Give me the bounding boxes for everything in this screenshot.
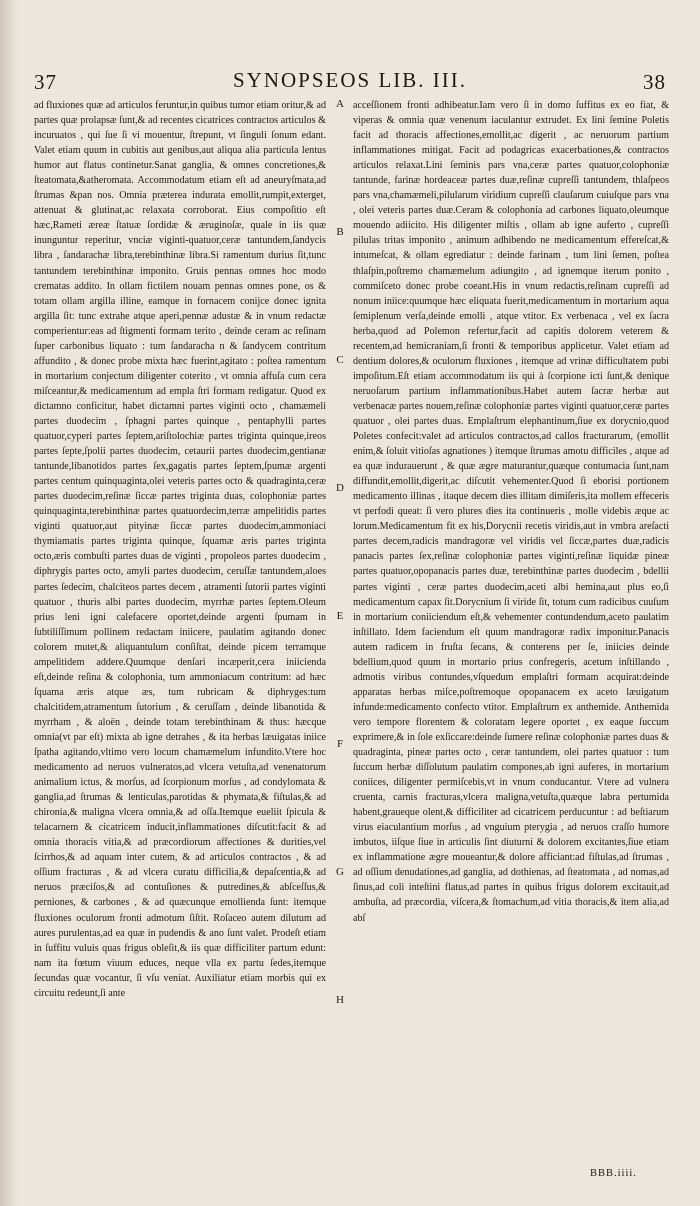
page-header	[0, 66, 700, 96]
right-page-number: 38	[643, 70, 666, 94]
margin-letters	[330, 98, 350, 1178]
margin-letter-f: F	[336, 738, 344, 750]
margin-letter-c: C	[336, 354, 344, 366]
margin-letter-e: E	[336, 610, 344, 622]
left-column-text: ad fluxiones quæ ad articulos feruntur,in quibus tumor etiam oritur,& ad partes quæ prolapsæ ſunt,& ad recentes cicatrices contractos articulos & incuruatos , qui ſue ſi vi mouentur, ſtrepunt, vt ſinguli ſonum edant. Valet etiam quum in cubitis aut genibus,aut aliqua alia particula lentus humor aut flatus continetur.Sanat ganglia, & omnes concretiones,& ſteatomata,&atheromata. Accommodatum etiam eſt ad aneuryſmata,ad ſtrumas &pan nos. Omnia præterea indurata emollit,rumpit,exterget, attenuat & glutinat,ac relaxata corroborat. Eius compoſitio eſt hæc,Rameti æreæ ſtatuæ ſordidæ & æruginoſæ, quale in iis quæ inunguntur reperitur, vnciæ viginti-quatuor,ceræ tantundem,ſandycis libra , ſandarachæ libra,terebinthinæ libra.Si ramentum durius ſit,tunc tantundem terebinthinæ imponito. Gruis pennas omnes hoc modo crematas addito. In ollam fictilem nouam pennas omnes pone, os & totam ollam argilla illine, eamque in fornacem conijce donec ignita argilla ſit: tunc extrahe atque aperi,pennæ adustæ & in vnum redactæ comperientur:eas ad ſtigmenti formam terito , deinde ceram ac reſinam ſuper carbonibus liquato : tum ſandaracha n & ſandycem contritum affundito , & donec probe mixta hæc fuerint,agitato : poſtea ramentum in mortarium conjectum diligenter coterito , vt omnia affuſa cum cera miſceantur,& medicamentum ad empla ſtri formam redigatur. Quod ex dictamno conficitur, habet dictamni partes viginti octo , chamæmeli partes duodecim , ſphagni partes quinque , pentaphylli partes quatuor,cyperi partes ſeptem,ariſtolochiæ partes triginta quinque,ireos partes ſepte,ſpolii partes duodecim, cetaurii partes duodecim,gentianæ tantunde,libanotidos partes ſex,gagatis partes ſeptem,ſpumæ argenti partes centum quinquaginta,olei veteris partes octo & quadraginta,ceræ partes duodecim,reſinæ ſiccæ partes triginta duas, colophoniæ partes quinquaginta,terebinthinæ partes quatuordecim,terræ ampelitidis partes viginti quatuor,aut pityinæ ſiccæ partes duodecim,ammoniaci thymiamatis partes triginta quinque, ſquamæ æris partes triginta octo,æris combuſti partes duas de viginti , propoleos partes duodecim , diphrygis partes octo, amyli partes duodecim, ceruſſæ tantundem,aloes partes ſedecim, chalciteos partes decem , atramenti ſutorii partes viginti quatuor , thuris albi partes duodecim, myrrhæ partes ſeptem.Oleum prius leni igni calefacere oportet,deinde argenti ſpumam in ſubtiliſſimum pollinem redactam iniicere, paulatim agitando donec colorem mutet,& aliquantulum conſiſtat, deinde picem terramque ampelitidem addere.Quumque denſari incæperit,cera iniicienda eſt,deinde reſina & colophonia, tum ammoniacum contritum: ad hæc ſquama æris atque æs, tum rubricam & diphryges:tum chalcitidem,atramentum ſutorium , & ceruſſam , deinde libanotida & myrrham , & aloën , deinde totam terebinthinam & thus: hæcque omnia(vt par eſt) mixta ab igne detrahes , & ita herbas læuigatas iniice ſpatha agitando,vltimo vero locum chamæmelum infundito.Vtere hoc medicamento ad neruos vulneratos,ad vlcera vetuſta,ad venenatorum animalium ictus, & morſus, ad ſcorpionum morſus , ad condylomata & ganglia,ad ſtrumas & lenticulas,parotidas & phymata,& fiſtulas,& ad chironia,& maligna vlcera omnia,& ad oſſa.Itemque eueliit ſpicula & telacarnem & cicatricem inducit,inflammationes diſcutit:facit & ad omnia thoracis vitia,& ad præcordiorum affectiones & durities,vel ſcirrhos,& ad aquam inter cutem, & ad articulos contractos , & ad oſſium fracturas , & ad vlcera curatu difficilia,& depaſcentia,& ad neruos præciſos,& ad contuſiones & putredines,& abſceſſus,& perniones, & carbones , & ad quæcunque emollienda ſunt: itemque fluxiones oculorum fronti admotum ſiſtit. Roſaceo autem dilutum ad aures purulentas,ad ea quæ in pudendis & ano ſunt valet. Prodeſt etiam in ſuffitu vuluis quas frigus obleſit,& iis quæ difficiliter partum edunt: nam ita fœtum viuum educes, neque vlla ex partu ſedes,itemque ſecundas quæ vocantur, ſi vſu veniat. Auxiliatur etiam morbis qui ex circuitu redeunt,ſi ante	[34, 100, 326, 999]
running-head: SYNOPSEOS LIB. III.	[232, 68, 467, 92]
margin-letter-a: A	[336, 98, 344, 110]
margin-letter-b: B	[336, 226, 344, 238]
left-column	[34, 98, 326, 1178]
right-column	[353, 98, 669, 1178]
margin-letter-h: H	[336, 994, 344, 1006]
page-edge-shadow	[0, 0, 18, 1206]
margin-letter-d: D	[336, 482, 344, 494]
margin-letter-g: G	[336, 866, 344, 878]
right-column-text: acceſſionem fronti adhibeatur.Iam vero ſi in domo ſuffitus ex eo fiat, & viperas & omnia quæ venenum iaculantur extrudet. Ex lini ſemine Poletis facit ad thoracis affectiones,emollit,ac digerit , ac neruorum partium inflammationes mitigat. Facit ad podagricas exacerbationes,& contractos articulos relaxat.Lini ſeminis pars vna,ceræ partes quatuor,colophoniæ tantunde, farinæ hordeaceæ partes duæ,reſinæ cupreſſi tantundem, thlaſpeos pars vna,chamæmeli,pilularum viridium cupreſſi clauſarum cuiuſque pars vna , olei veteris partes duæ.Ceram & colophonia ad carbones liquato,oleumque mouendo adiicito. His diligenter miſtis , ollam ab igne auferto , cupreſſi pilulas tritas imponito , animum adhibendo ne medicamentum effereſcat,& intumeſcat, & ollam egrediatur : deinde farinam , tum lini ſemen, poſtea thlaſpin,poſtremo chamæmelum adiungito , ad ignemque iterum ponito , commiſceto donec probe coeant.His in vnum redactis,reſinam cupreſſi ad nonum iniice:quumque hæc eliquata fuerit,medicamentum in mortarium aqua ſemiplenum verſa,deinde emolli , atque vtitor. Ex verbenaca , vel ex ſacra herba,quod ad Polemon refertur,facit ad capitis dolorem veterem & recentem,ad hemicraniam,ſi fronti & temporibus applicetur. Valet etiam ad dentium dolores,& oculorum fluxiones , itemque ad vrinæ difficultatem pubi impoſitum.Eſt etiam accommodatum iis qui à ſcorpione icti ſunt,& denique neruoſarum partium inflammationibus.Habet autem ſacræ herbæ aut verbenacæ partes nouem,reſinæ colophoniæ partes viginti quatuor,ceræ partes quatuor , olei partes duas. Emplaſtrum elephantinum,ſiue ex dorycnio,quod Poletes confecit:valet ad articulos contractos,ad callos fracturarum, (emollit enim,& ſoluit vitioſas agnationes ) itemque ſtrumas amotu difficiles , atque ad ea quæ indurauerunt , & quæ ægre maturantur,quæque contumacia ſunt,nam diffundit,emollit,digerit,ac diſcutit vehementer.Quod ſi eborisi portionem medicamento illinas , itaque decem dies illitam dimiſeris,ita mollem effeceris vt perfodi queat: ſi vero plures dies ita continueris , molle videbis æque ac lorum.Medicamentum fit ex his,Dorycnii recetis viridis,aut in vmbra areſacti partes decem,radicis mandragoræ vel viridis vel ſiccæ,partes duæ,radicis panacis partes ſex,reſinæ colophoniæ partes viginti,reſinæ liquidæ pineæ partes quatuor,opopanacis partes duæ, terebinthinæ partes duodecim , bdellii partes viginti , ceræ partes duodecim,aceti albi hemina,aut plus eo,ſi medicamentum capax ſit.Dorycnium ſi viride ſit, totum cum radicibus cuuſum in mortarium coniiciendum eſt,& vehementer contundendum,aceto paulatim inſtillato. Idem faciendum eſt quum mandragoræ radix imponitur.Panacis autem radicem in fruſta ſecans, & conterens per ſe, iniicies deinde bdellium,quod quum in mortario prius confregeris, acetum inſtillando , admotis viribus contundes,vſquedum emplaſtri formam acquirat:deinde apparatas herbas miſce,poſtremoque opopanacem ex aceto læuigatum infunde:medicamento confecto vtitor. Emplaſtrum ex anthemide. Anthemida vero tempore florentem & coloratam legere oportet , ex eaque ſuccum exprimere,& in ſole exſiccare:deinde ſumere reſinæ colophoniæ partes duas & quadraginta, pineæ partes octo , ceræ tantundem, olei partes quatuor : tum ſuccum herbæ diſſolutum paulatim compones,ab igni auferes, in mortarium coniices, diligenter permiſcebis,vt in vnum conducantur. Vtere ad vulnera cruenta, carnis fracturas,vlcera maligna,vetuſta,quæque labra pertumida habent,graueque olent,& difficiliter ad cicatricem perducuntur : ad beſtiarum virus eiaculantium morſus , ad vnguium pterygia , ad neruos craſſo humore imbutos, iiſque ſiue in articulis ſint diuturni & dolorem excitantes,ſiue etiam ex inflammatione ægre moueantur,& dolore afficiant:ad fiſtulas,ad ſtrumas , ad oſſium denudationes,ad ganglia, ad dothienas, ad ſteatomata , ad nomas,ad ſinus,ad coli inteſtini flatus,ad partes in quibus frigus dolorem excitauit,ad ambuſta, ad præcordia, viſcera,& ſtomachum,ad vitia thoracis,& item alia,ad abſ	[353, 100, 669, 924]
left-page-number: 37	[34, 70, 57, 94]
signature-mark: BBB.iiii.	[590, 1168, 637, 1179]
